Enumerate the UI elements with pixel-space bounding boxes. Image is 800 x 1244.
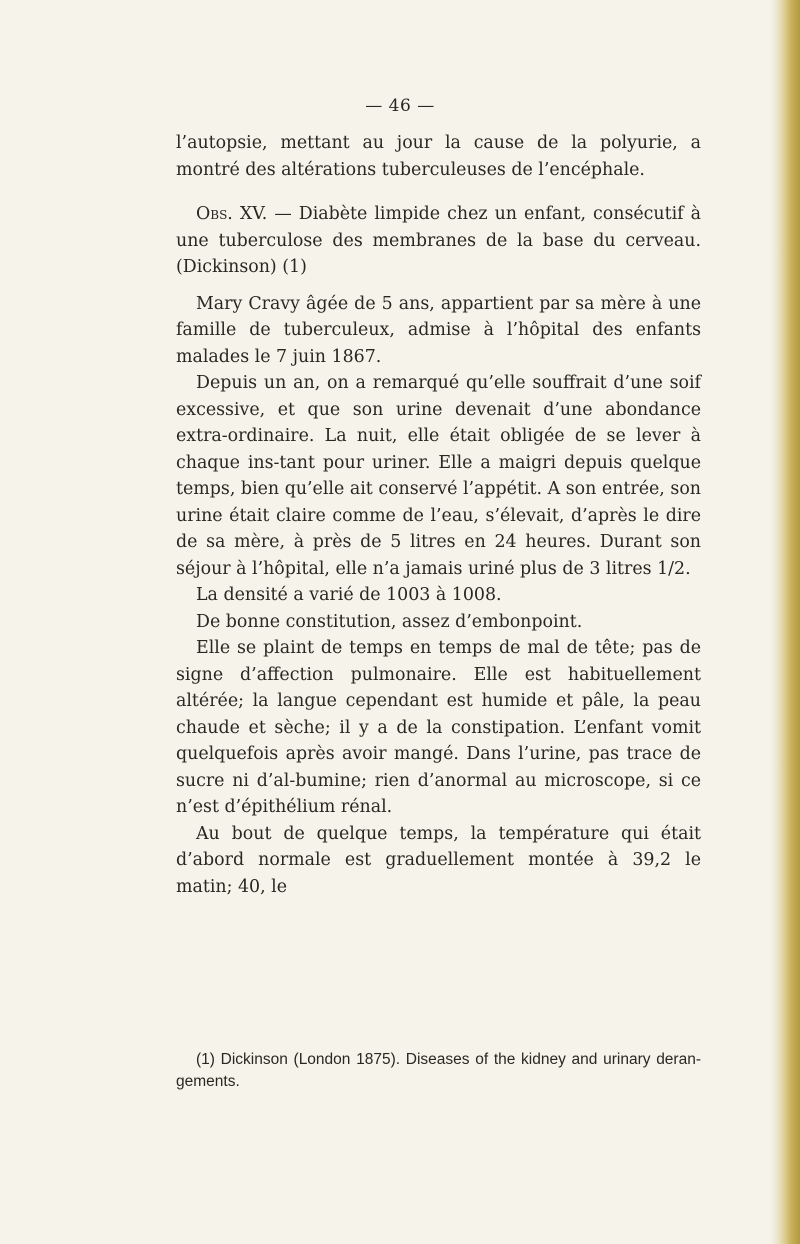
observation-label: Obs. XV. [196,204,268,224]
footnote: (1) Dickinson (London 1875). Diseases of the kidney and urinary deran-gements. [176,1051,701,1090]
paragraph-symptoms: Elle se plaint de temps en temps de mal de tête; pas de signe d’affection pulmonaire. Elle est habituellement altérée; la langue cependant est humide et pâle, la peau chaude et sèche; il y a de la constipation. L’enfant vomit quelquefois après avoir mangé. Dans l’urine, pas trace de sucre ni d’al-bumine; rien d’anormal au microscope, si ce n’est d’épithélium rénal. [176,638,701,817]
paragraph-patient: Mary Cravy âgée de 5 ans, appartient par sa mère à une famille de tuberculeux, admise à l’hôpital des enfants malades le 7 juin 1867. [176,293,701,367]
observation-title: — Diabète limpide chez un enfant, consécutif à une tuberculose des membranes de la base du cerveau. (Dickinson) (1) [176,204,702,277]
paragraph-density: La densité a varié de 1003 à 1008. [196,585,502,605]
page-edge-shadow [770,0,778,1244]
paragraph-constitution: De bonne constitution, assez d’embonpoint. [196,611,583,632]
observation-heading [176,201,701,281]
page-number: — 46 — [365,96,435,116]
paragraph-temperature: Au bout de quelque temps, la température qui était d’abord normale est graduellement montée à 39,2 le matin; 40, le [176,823,701,897]
body-text [176,130,701,900]
paragraph-history: Depuis un an, on a remarqué qu’elle souffrait d’une soif excessive, et que son urine devenait d’une abondance extra-ordinaire. La nuit, elle était obligée de se lever à chaque ins-tant pour uriner. Elle a maigri depuis quelque temps, bien qu’elle ait conservé l’appétit. A son entrée, son urine était claire comme de l’eau, s’élevait, d’après le dire de sa mère, à près de 5 litres en 24 heures. Durant son séjour à l’hôpital, elle n’a jamais uriné plus de 3 litres 1/2. [176,373,701,579]
page-edge [778,0,800,1244]
paragraph-autopsie: l’autopsie, mettant au jour la cause de la polyurie, a montré des altérations tuberculeuses de l’encéphale. [176,133,701,180]
